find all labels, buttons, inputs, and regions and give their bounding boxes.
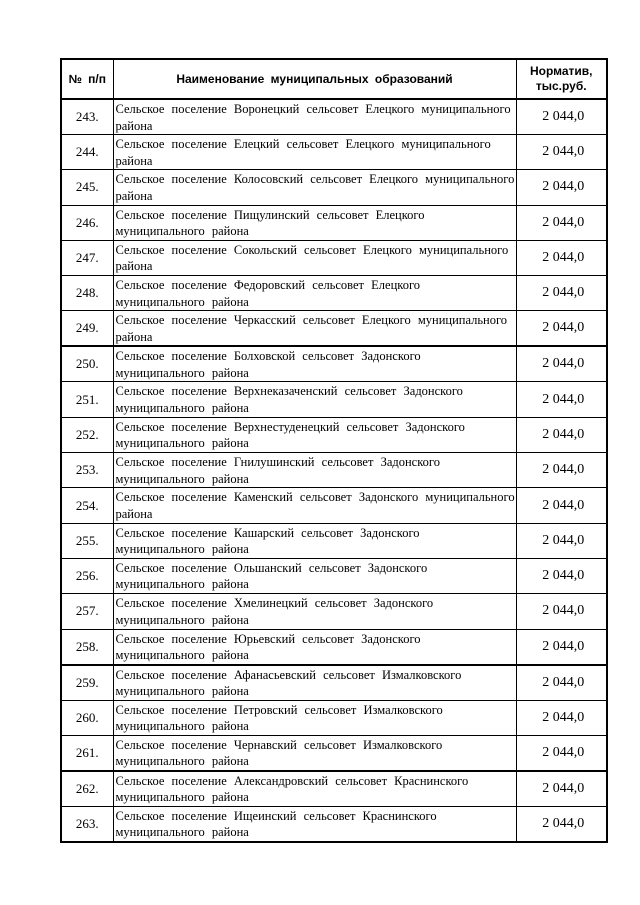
municipality-name: Сельское поселение Федоровский сельсовет Елецкого муниципального района <box>113 276 516 311</box>
header-name: Наименование муниципальных образований <box>113 59 516 99</box>
row-number: 245. <box>61 170 113 205</box>
table-row <box>61 346 607 382</box>
municipality-name: Сельское поселение Колосовский сельсовет Елецкого муниципального района <box>113 170 516 205</box>
municipality-name: Сельское поселение Александровский сельсовет Краснинского муниципального района <box>113 771 516 807</box>
municipality-name: Сельское поселение Кашарский сельсовет Задонского муниципального района <box>113 523 516 558</box>
table-row <box>61 665 607 701</box>
municipality-name: Сельское поселение Афанасьевский сельсовет Измалковского муниципального района <box>113 665 516 701</box>
norm-value: 2 044,0 <box>516 488 607 523</box>
norm-value: 2 044,0 <box>516 382 607 417</box>
norm-value: 2 044,0 <box>516 346 607 382</box>
row-number: 255. <box>61 523 113 558</box>
norm-value: 2 044,0 <box>516 700 607 735</box>
table-header-row <box>61 59 607 99</box>
table-row <box>61 488 607 523</box>
table-row <box>61 240 607 275</box>
norm-value: 2 044,0 <box>516 135 607 170</box>
row-number: 244. <box>61 135 113 170</box>
norm-value: 2 044,0 <box>516 276 607 311</box>
row-number: 256. <box>61 558 113 593</box>
norm-value: 2 044,0 <box>516 771 607 807</box>
municipality-name: Сельское поселение Верхнестуденецкий сельсовет Задонского муниципального района <box>113 417 516 452</box>
norm-value: 2 044,0 <box>516 806 607 842</box>
norm-value: 2 044,0 <box>516 735 607 771</box>
norm-value: 2 044,0 <box>516 240 607 275</box>
norm-value: 2 044,0 <box>516 99 607 135</box>
municipality-name: Сельское поселение Петровский сельсовет Измалковского муниципального района <box>113 700 516 735</box>
norm-value: 2 044,0 <box>516 629 607 665</box>
table-body <box>61 99 607 842</box>
municipality-name: Сельское поселение Болховской сельсовет Задонского муниципального района <box>113 346 516 382</box>
table-row <box>61 806 607 842</box>
row-number: 246. <box>61 205 113 240</box>
row-number: 251. <box>61 382 113 417</box>
norm-value: 2 044,0 <box>516 453 607 488</box>
row-number: 263. <box>61 806 113 842</box>
row-number: 252. <box>61 417 113 452</box>
row-number: 262. <box>61 771 113 807</box>
table-row <box>61 700 607 735</box>
norm-value: 2 044,0 <box>516 523 607 558</box>
table-row <box>61 276 607 311</box>
table-row <box>61 311 607 347</box>
norm-value: 2 044,0 <box>516 311 607 347</box>
norm-value: 2 044,0 <box>516 417 607 452</box>
norm-value: 2 044,0 <box>516 558 607 593</box>
municipality-name: Сельское поселение Елецкий сельсовет Елецкого муниципального района <box>113 135 516 170</box>
table-row <box>61 735 607 771</box>
norm-value: 2 044,0 <box>516 594 607 629</box>
row-number: 259. <box>61 665 113 701</box>
table-row <box>61 170 607 205</box>
municipality-name: Сельское поселение Ольшанский сельсовет Задонского муниципального района <box>113 558 516 593</box>
table-row <box>61 629 607 665</box>
row-number: 247. <box>61 240 113 275</box>
municipality-name: Сельское поселение Сокольский сельсовет Елецкого муниципального района <box>113 240 516 275</box>
table-row <box>61 558 607 593</box>
table-row <box>61 99 607 135</box>
table-row <box>61 382 607 417</box>
header-value: Норматив, тыс.руб. <box>516 59 607 99</box>
row-number: 254. <box>61 488 113 523</box>
norms-table <box>60 58 608 843</box>
header-number: № п/п <box>61 59 113 99</box>
table-row <box>61 771 607 807</box>
table-row <box>61 594 607 629</box>
table-row <box>61 417 607 452</box>
row-number: 243. <box>61 99 113 135</box>
municipality-name: Сельское поселение Гнилушинский сельсовет Задонского муниципального района <box>113 453 516 488</box>
municipality-name: Сельское поселение Юрьевский сельсовет Задонского муниципального района <box>113 629 516 665</box>
table-row <box>61 453 607 488</box>
row-number: 257. <box>61 594 113 629</box>
table-row <box>61 205 607 240</box>
norm-value: 2 044,0 <box>516 665 607 701</box>
municipality-name: Сельское поселение Ищеинский сельсовет Краснинского муниципального района <box>113 806 516 842</box>
municipality-name: Сельское поселение Чернавский сельсовет Измалковского муниципального района <box>113 735 516 771</box>
municipality-name: Сельское поселение Верхнеказаченский сельсовет Задонского муниципального района <box>113 382 516 417</box>
row-number: 250. <box>61 346 113 382</box>
row-number: 248. <box>61 276 113 311</box>
table-row <box>61 523 607 558</box>
row-number: 261. <box>61 735 113 771</box>
norm-value: 2 044,0 <box>516 205 607 240</box>
row-number: 253. <box>61 453 113 488</box>
municipality-name: Сельское поселение Каменский сельсовет Задонского муниципального района <box>113 488 516 523</box>
table-row <box>61 135 607 170</box>
row-number: 260. <box>61 700 113 735</box>
municipality-name: Сельское поселение Пищулинский сельсовет Елецкого муниципального района <box>113 205 516 240</box>
row-number: 258. <box>61 629 113 665</box>
municipality-name: Сельское поселение Воронецкий сельсовет Елецкого муниципального района <box>113 99 516 135</box>
row-number: 249. <box>61 311 113 347</box>
norm-value: 2 044,0 <box>516 170 607 205</box>
municipality-name: Сельское поселение Хмелинецкий сельсовет Задонского муниципального района <box>113 594 516 629</box>
municipality-name: Сельское поселение Черкасский сельсовет Елецкого муниципального района <box>113 311 516 347</box>
